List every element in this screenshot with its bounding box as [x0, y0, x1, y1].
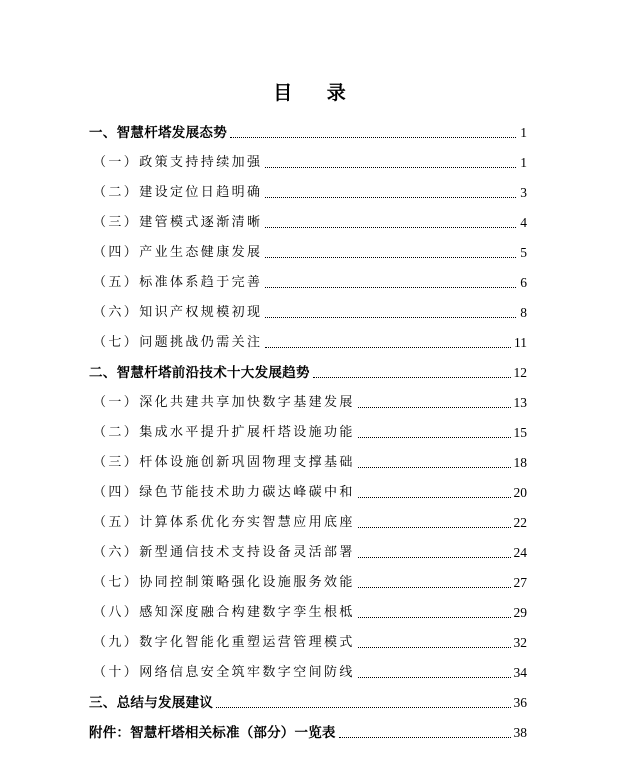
toc-entry-label: （五）标准体系趋于完善	[93, 275, 263, 290]
toc-entry-page-number: 36	[513, 695, 527, 710]
dot-leader	[265, 166, 516, 168]
toc-entry-page-number: 34	[513, 665, 527, 680]
toc-entry-page-number: 38	[513, 725, 527, 740]
toc-entry-page-number: 11	[514, 335, 527, 350]
toc-entry-page-number: 18	[513, 455, 527, 470]
toc-entry-label: （七）问题挑战仍需关注	[93, 335, 263, 350]
dot-leader	[313, 376, 511, 378]
dot-leader	[358, 586, 511, 588]
toc-entry-page-number: 5	[520, 245, 527, 260]
toc-entry-label: 附件：智慧杆塔相关标准（部分）一览表	[89, 725, 336, 741]
dot-leader	[358, 406, 511, 408]
toc-entry[interactable]	[89, 204, 527, 234]
toc-entry[interactable]	[89, 534, 527, 564]
table-of-contents	[89, 114, 527, 744]
toc-entry-label: （八）感知深度融合构建数字孪生根柢	[93, 605, 355, 620]
dot-leader	[358, 616, 511, 618]
toc-entry-page-number: 1	[520, 155, 527, 170]
dot-leader	[358, 676, 511, 678]
toc-entry-label: （六）新型通信技术支持设备灵活部署	[93, 545, 355, 560]
toc-entry-page-number: 8	[520, 305, 527, 320]
toc-entry-page-number: 20	[513, 485, 527, 500]
toc-entry-label: （三）建管模式逐渐清晰	[93, 215, 263, 230]
toc-entry[interactable]	[89, 504, 527, 534]
toc-entry-page-number: 29	[513, 605, 527, 620]
toc-entry[interactable]	[89, 414, 527, 444]
toc-entry-label: 一、智慧杆塔发展态势	[89, 125, 227, 141]
toc-entry-page-number: 6	[520, 275, 527, 290]
dot-leader	[358, 526, 511, 528]
dot-leader	[339, 736, 511, 738]
toc-entry[interactable]	[89, 174, 527, 204]
toc-entry-label: （十）网络信息安全筑牢数字空间防线	[93, 665, 355, 680]
toc-entry-label: （二）集成水平提升扩展杆塔设施功能	[93, 425, 355, 440]
dot-leader	[265, 226, 516, 228]
toc-entry[interactable]	[89, 144, 527, 174]
toc-entry-page-number: 22	[513, 515, 527, 530]
toc-entry-page-number: 13	[513, 395, 527, 410]
toc-entry[interactable]	[89, 684, 527, 714]
dot-leader	[358, 646, 511, 648]
toc-entry[interactable]	[89, 444, 527, 474]
dot-leader	[358, 436, 511, 438]
toc-entry-label: 三、总结与发展建议	[89, 695, 214, 711]
toc-entry-page-number: 27	[513, 575, 527, 590]
toc-entry-label: （一）政策支持持续加强	[93, 155, 263, 170]
toc-entry[interactable]	[89, 474, 527, 504]
toc-entry-page-number: 24	[513, 545, 527, 560]
dot-leader	[265, 286, 516, 288]
dot-leader	[216, 706, 510, 708]
dot-leader	[358, 556, 511, 558]
toc-entry[interactable]	[89, 714, 527, 744]
dot-leader	[265, 196, 516, 198]
dot-leader	[265, 346, 511, 348]
dot-leader	[265, 316, 516, 318]
toc-entry-label: （三）杆体设施创新巩固物理支撑基础	[93, 455, 355, 470]
toc-entry-label: 二、智慧杆塔前沿技术十大发展趋势	[89, 365, 310, 381]
toc-entry-label: （九）数字化智能化重塑运营管理模式	[93, 635, 355, 650]
dot-leader	[358, 466, 511, 468]
dot-leader	[265, 256, 516, 258]
toc-entry-page-number: 12	[513, 365, 527, 380]
toc-entry[interactable]	[89, 654, 527, 684]
toc-entry[interactable]	[89, 114, 527, 144]
toc-entry[interactable]	[89, 564, 527, 594]
toc-entry[interactable]	[89, 294, 527, 324]
toc-entry[interactable]	[89, 354, 527, 384]
toc-entry-label: （四）绿色节能技术助力碳达峰碳中和	[93, 485, 355, 500]
toc-entry-page-number: 1	[520, 125, 527, 140]
dot-leader	[230, 136, 516, 138]
toc-entry[interactable]	[89, 264, 527, 294]
toc-entry-label: （五）计算体系优化夯实智慧应用底座	[93, 515, 355, 530]
page-title: 目 录	[273, 82, 360, 104]
toc-entry[interactable]	[89, 384, 527, 414]
toc-entry-page-number: 15	[513, 425, 527, 440]
toc-entry[interactable]	[89, 624, 527, 654]
toc-entry-label: （六）知识产权规模初现	[93, 305, 263, 320]
toc-entry-label: （二）建设定位日趋明确	[93, 185, 263, 200]
toc-entry-page-number: 3	[520, 185, 527, 200]
toc-entry-page-number: 4	[520, 215, 527, 230]
toc-entry[interactable]	[89, 234, 527, 264]
toc-entry-label: （七）协同控制策略强化设施服务效能	[93, 575, 355, 590]
toc-entry[interactable]	[89, 324, 527, 354]
dot-leader	[358, 496, 511, 498]
toc-entry[interactable]	[89, 594, 527, 624]
toc-entry-label: （四）产业生态健康发展	[93, 245, 263, 260]
toc-entry-page-number: 32	[513, 635, 527, 650]
toc-entry-label: （一）深化共建共享加快数字基建发展	[93, 395, 355, 410]
